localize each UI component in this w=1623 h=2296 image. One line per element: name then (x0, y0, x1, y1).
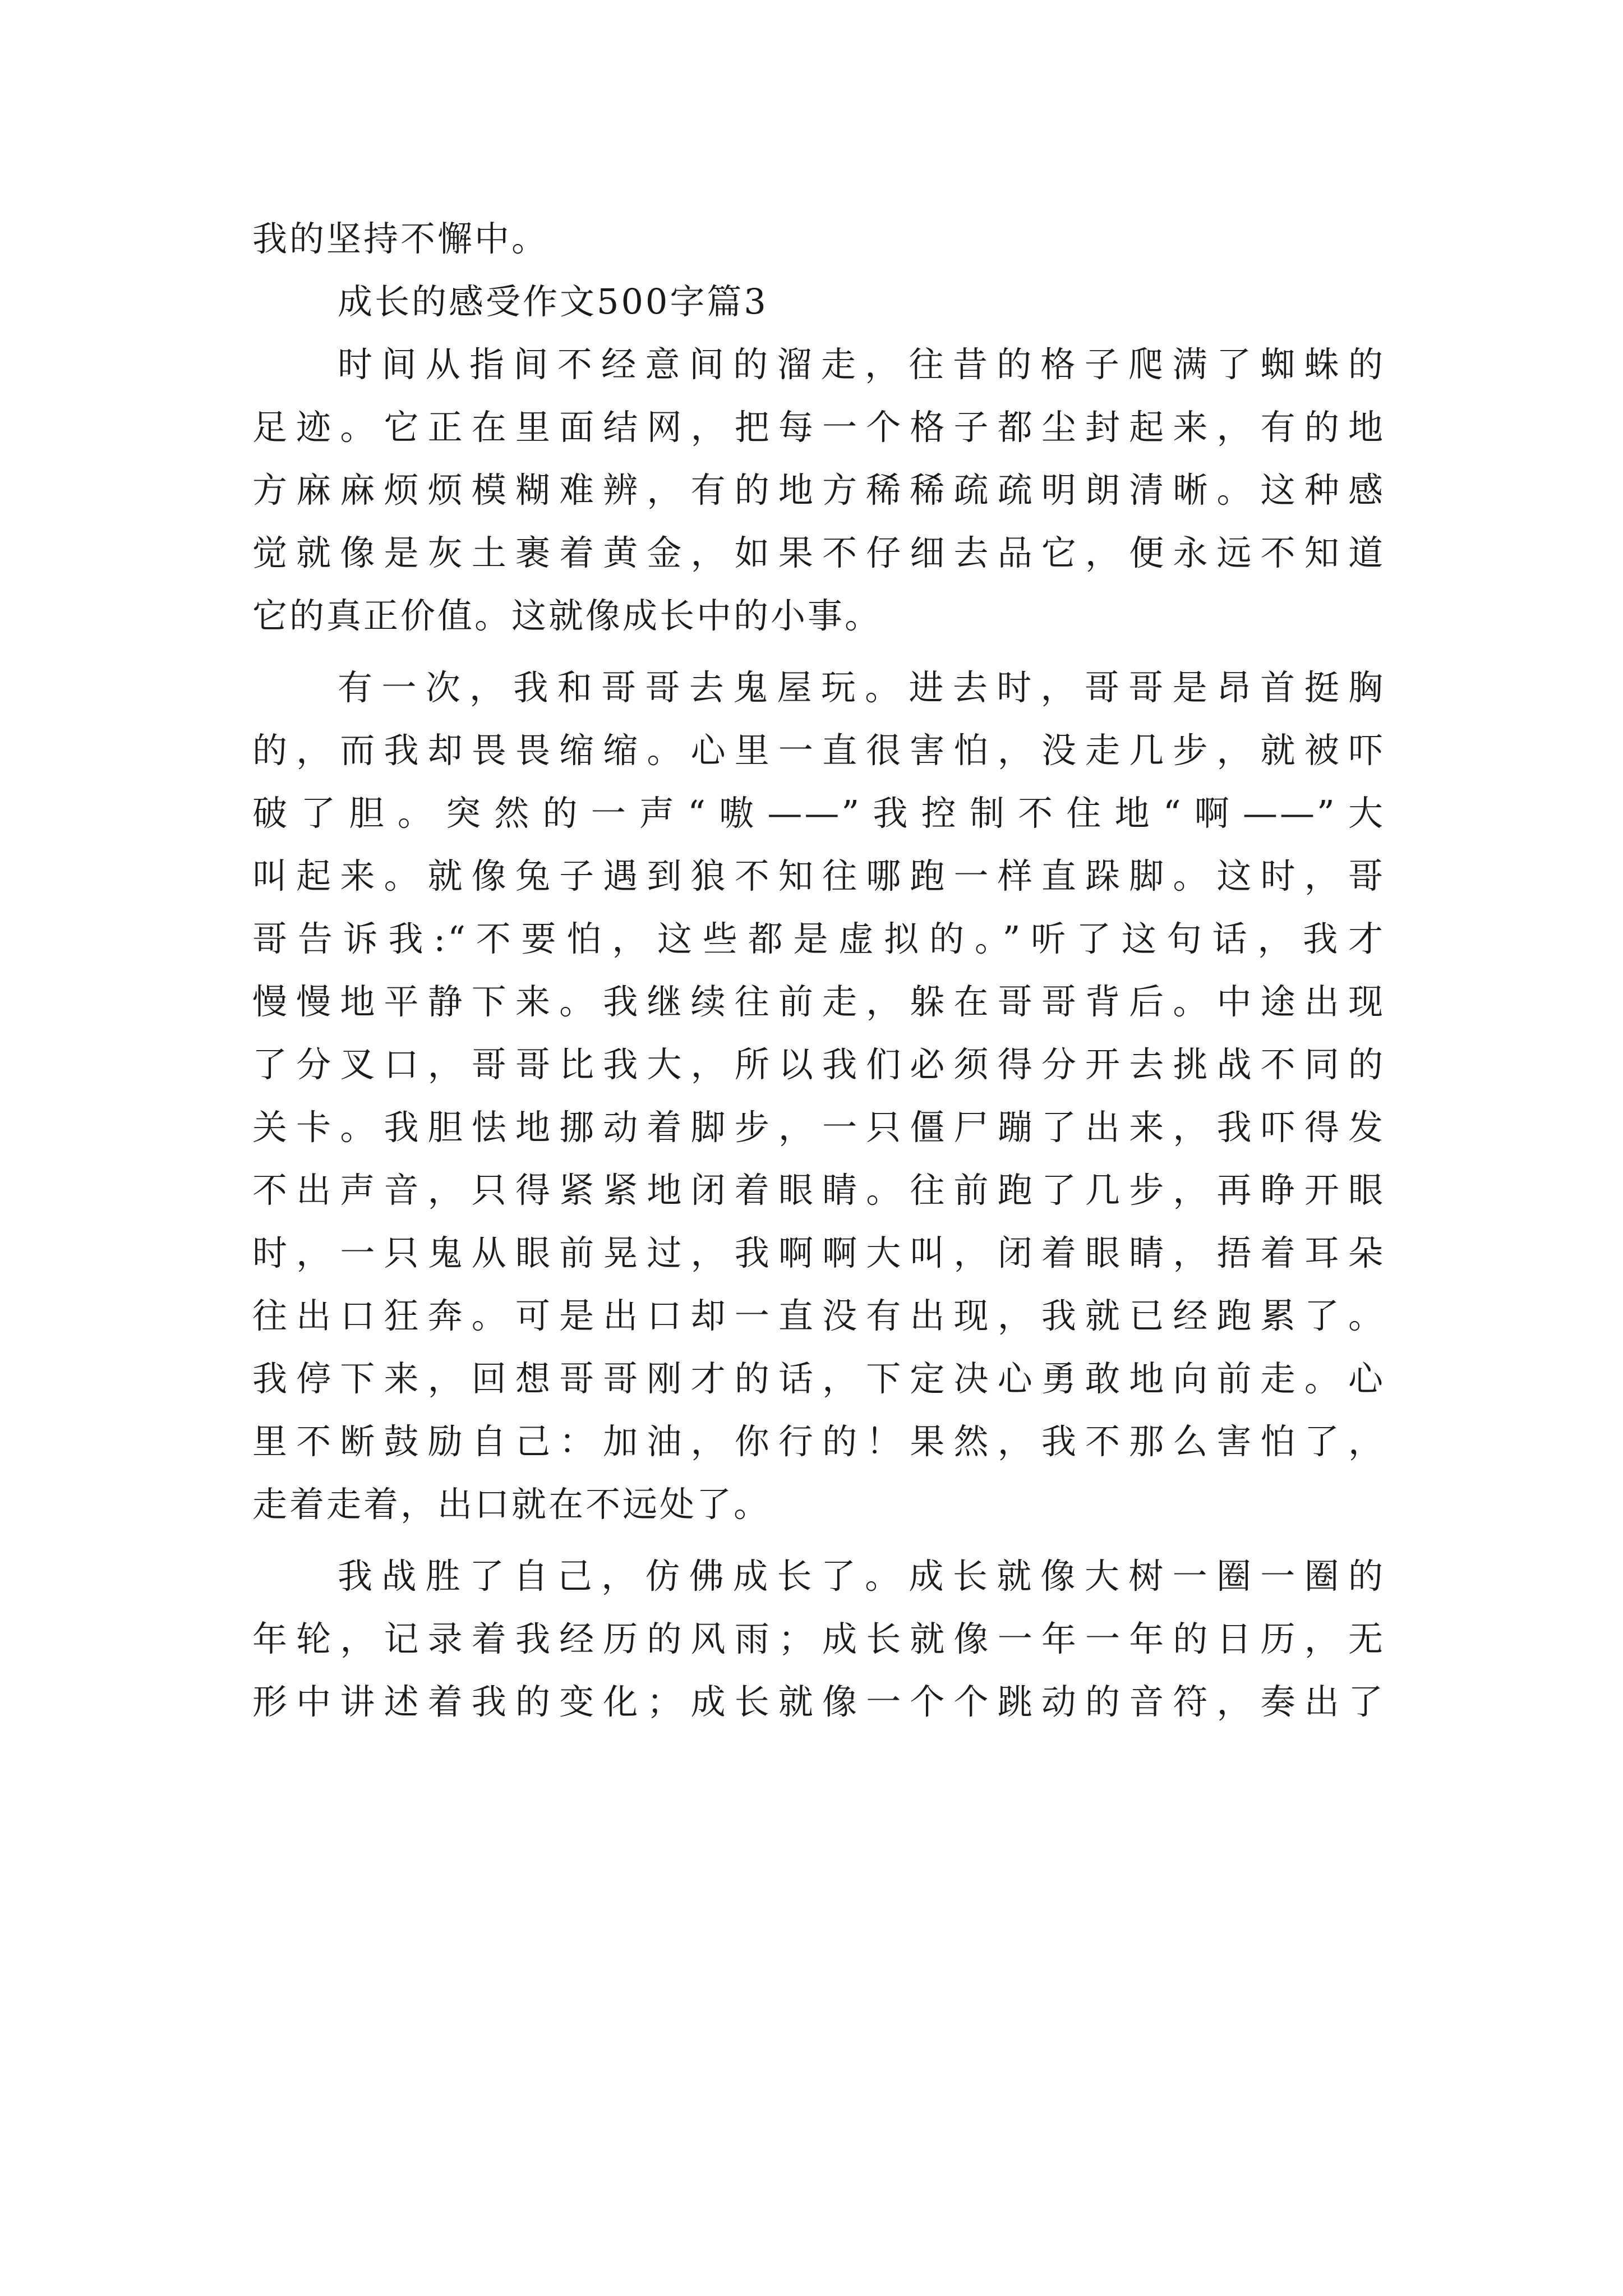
paragraph-line: 往出口狂奔。可是出口却一直没有出现，我就已经跑累了。 (252, 1295, 1385, 1336)
paragraph-line: 年轮，记录着我经历的风雨；成长就像一年一年的日历，无 (252, 1618, 1385, 1659)
paragraph-line: 足迹。它正在里面结网，把每一个格子都尘封起来，有的地 (252, 407, 1385, 448)
paragraph-line: 时，一只鬼从眼前晃过，我啊啊大叫，闭着眼睛，捂着耳朵 (252, 1232, 1385, 1273)
paragraph-line: 时间从指间不经意间的溜走，往昔的格子爬满了蜘蛛的 (338, 344, 1385, 385)
paragraph-line: 有一次，我和哥哥去鬼屋玩。进去时，哥哥是昂首挺胸 (338, 667, 1385, 708)
paragraph-line: 了分叉口，哥哥比我大，所以我们必须得分开去挑战不同的 (252, 1044, 1385, 1085)
essay-text (252, 208, 1385, 1733)
paragraph-line: 走着走着，出口就在不远处了。 (252, 1484, 771, 1525)
paragraph-line: 我战胜了自己，仿佛成长了。成长就像大树一圈一圈的 (338, 1556, 1385, 1596)
paragraph-line: 我停下来，回想哥哥刚才的话，下定决心勇敢地向前走。心 (252, 1358, 1385, 1399)
section-heading: 成长的感受作文500字篇3 (338, 281, 768, 322)
paragraph-line: 的，而我却畏畏缩缩。心里一直很害怕，没走几步，就被吓 (252, 730, 1385, 771)
paragraph-line: 关卡。我胆怯地挪动着脚步，一只僵尸蹦了出来，我吓得发 (252, 1107, 1385, 1148)
paragraph-line: 不出声音，只得紧紧地闭着眼睛。往前跑了几步，再睁开眼 (252, 1170, 1385, 1211)
paragraph-line: 慢慢地平静下来。我继续往前走，躲在哥哥背后。中途出现 (252, 981, 1385, 1022)
paragraph-line: 觉就像是灰土裹着黄金，如果不仔细去品它，便永远不知道 (252, 532, 1385, 573)
paragraph-end-line: 我的坚持不懈中。 (252, 218, 549, 259)
paragraph-line: 里不断鼓励自己：加油，你行的！果然，我不那么害怕了， (252, 1421, 1385, 1462)
paragraph-line: 形中讲述着我的变化；成长就像一个个跳动的音符，奏出了 (252, 1681, 1385, 1722)
paragraph-line: 叫起来。就像兔子遇到狼不知往哪跑一样直跺脚。这时，哥 (252, 855, 1385, 896)
paragraph-line: 破了胆。突然的一声“嗷——”我控制不住地“啊——”大 (252, 793, 1385, 834)
paragraph-line: 方麻麻烦烦模糊难辨，有的地方稀稀疏疏明朗清晰。这种感 (252, 470, 1385, 510)
paragraph-line: 哥告诉我:“不要怕，这些都是虚拟的。”听了这句话，我才 (252, 918, 1385, 959)
paragraph-line: 它的真正价值。这就像成长中的小事。 (252, 595, 882, 636)
